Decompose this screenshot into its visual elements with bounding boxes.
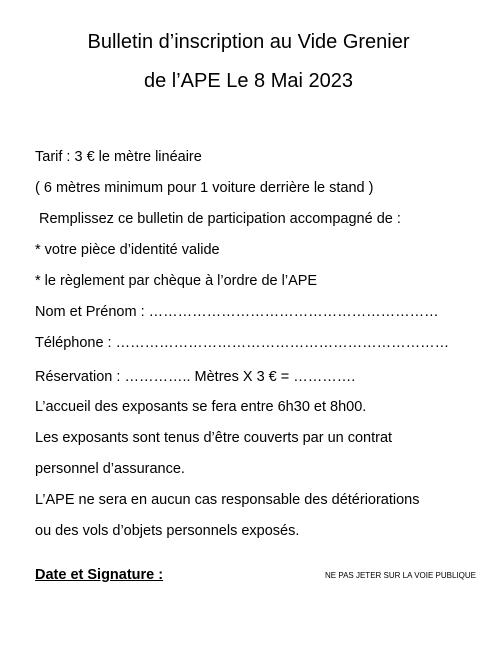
document-title-line-2: de l’APE Le 8 Mai 2023 bbox=[143, 70, 354, 92]
identity-item: * votre pièce d’identité valide bbox=[35, 242, 220, 258]
phone-field-line: Téléphone : …………………………………………………………… bbox=[35, 335, 450, 351]
insurance-line-2: personnel d’assurance. bbox=[35, 461, 185, 477]
instructions-line: Remplissez ce bulletin de participation accompagné de : bbox=[39, 211, 401, 227]
cheque-item: * le règlement par chèque à l’ordre de l’APE bbox=[35, 273, 318, 289]
document-title-line-1: Bulletin d’inscription au Vide Grenier bbox=[87, 31, 410, 53]
liability-line-2: ou des vols d’objets personnels exposés. bbox=[35, 523, 300, 539]
minimum-line: ( 6 mètres minimum pour 1 voiture derrière le stand ) bbox=[35, 180, 374, 196]
insurance-line-1: Les exposants sont tenus d’être couverts par un contrat bbox=[35, 430, 393, 446]
signature-label: Date et Signature : bbox=[35, 567, 164, 583]
public-road-notice: NE PAS JETER SUR LA VOIE PUBLIQUE bbox=[325, 571, 477, 580]
welcome-hours-line: L’accueil des exposants se fera entre 6h30 et 8h00. bbox=[35, 399, 367, 415]
liability-line-1: L’APE ne sera en aucun cas responsable des détériorations bbox=[35, 492, 420, 508]
tarif-line: Tarif : 3 € le mètre linéaire bbox=[35, 149, 202, 165]
name-field-line: Nom et Prénom : …………………………………………………… bbox=[35, 304, 439, 320]
reservation-field-line: Réservation : ………….. Mètres X 3 € = …………. bbox=[35, 369, 356, 385]
